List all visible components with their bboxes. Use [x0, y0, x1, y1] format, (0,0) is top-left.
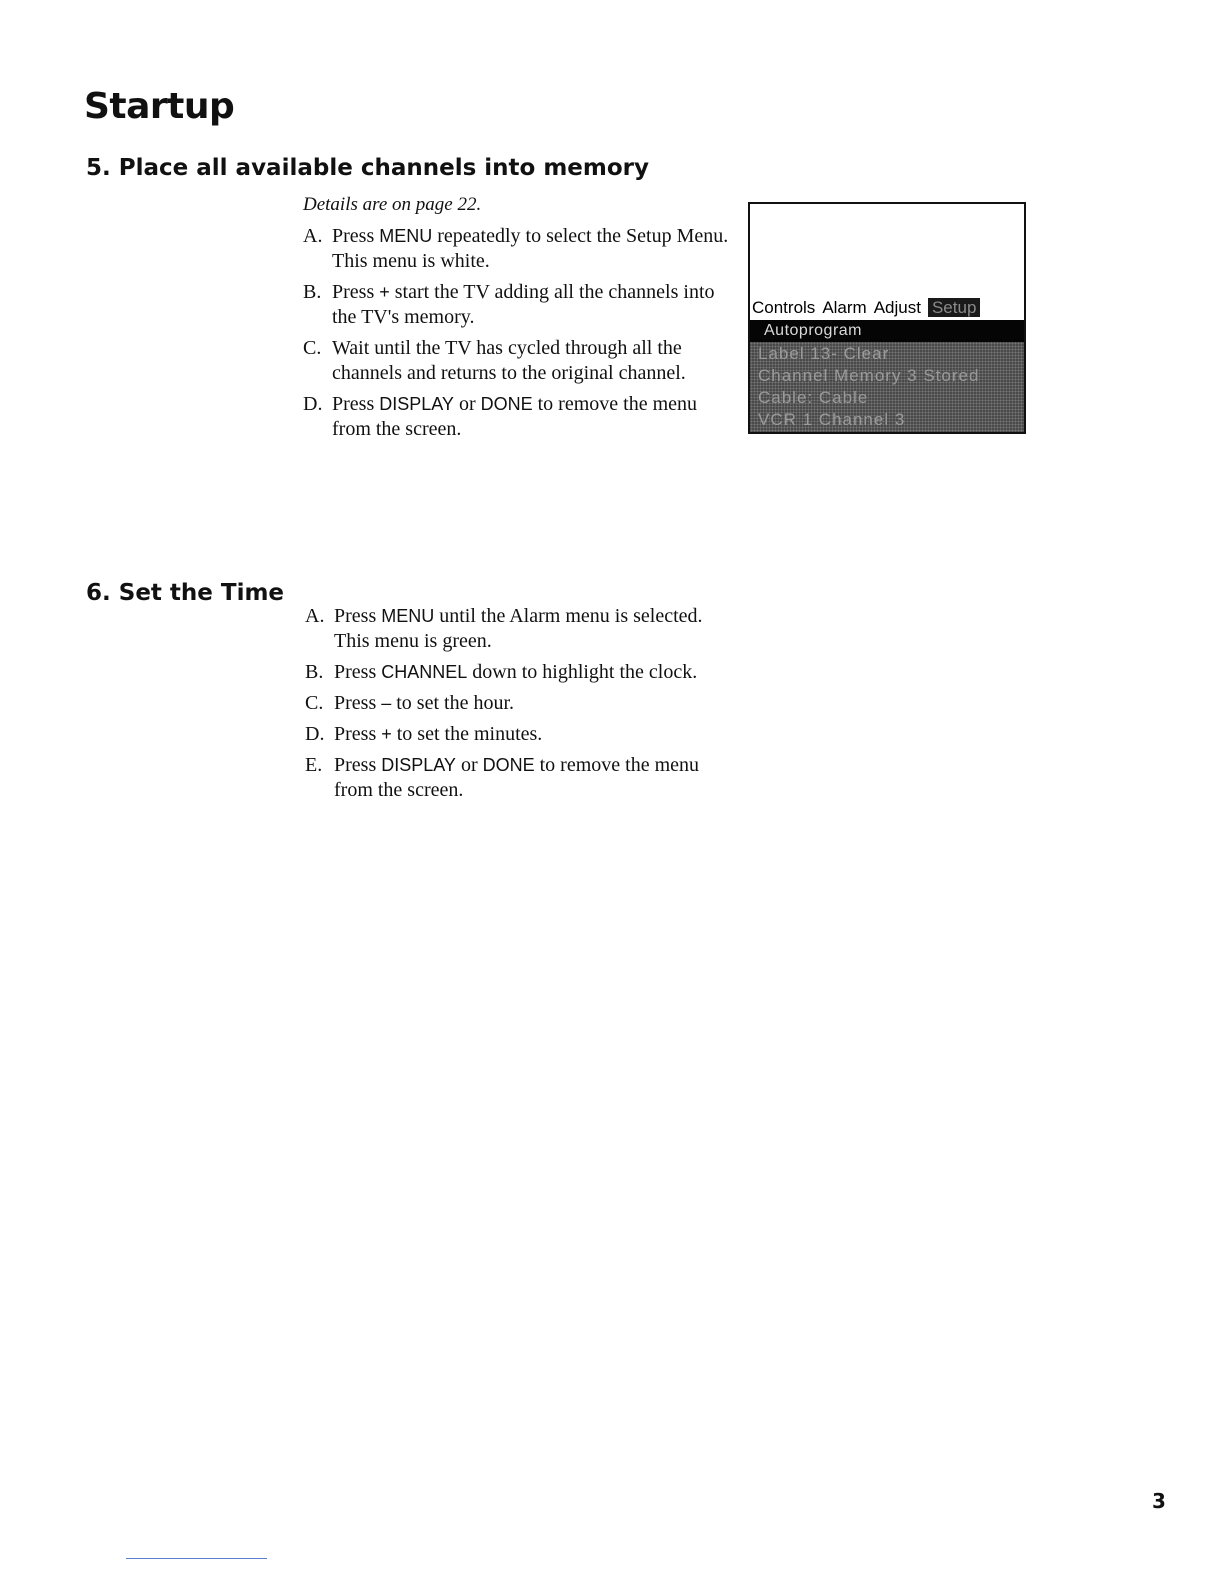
tv-item-cable: Cable: Cable [758, 388, 869, 407]
tv-tab-alarm: Alarm [822, 298, 867, 317]
key-menu: MENU [381, 606, 435, 626]
tv-item-label: Label 13- Clear [758, 344, 890, 363]
channel-memory-steps [303, 224, 733, 448]
tv-tab-adjust: Adjust [873, 298, 921, 317]
tv-menu-bar [752, 298, 980, 318]
key-done: DONE [480, 394, 533, 414]
set-time-steps [305, 604, 725, 809]
step-c: C. Press – to set the hour. [305, 692, 515, 714]
key-display: DISPLAY [381, 755, 456, 775]
key-channel: CHANNEL [381, 662, 468, 682]
tv-menu-items [750, 342, 1024, 432]
step-d: D. Press DISPLAY or DONE to remove the menu from the screen. [303, 393, 698, 440]
key-menu: MENU [379, 226, 433, 246]
page-number: 3 [1152, 1489, 1166, 1513]
tv-item-channel-memory: Channel Memory 3 Stored [758, 366, 980, 385]
step-a: A. Press MENU repeatedly to select the Setup Menu. This menu is white. [303, 225, 729, 272]
key-minus: – [381, 693, 392, 713]
tv-setup-menu-illustration [748, 202, 1026, 434]
page-title: Startup [84, 86, 235, 127]
tv-item-vcr-channel: VCR 1 Channel 3 [758, 410, 906, 429]
step-d: D. Press + to set the minutes. [305, 723, 543, 745]
section-heading-channels: 5. Place all available channels into memory [86, 155, 650, 181]
key-display: DISPLAY [379, 394, 454, 414]
step-a: A. Press MENU until the Alarm menu is selected. This menu is green. [305, 605, 703, 652]
tv-item-autoprogram: Autoprogram [750, 320, 1024, 342]
details-reference: Details are on page 22. [303, 194, 482, 215]
section-heading-time: 6. Set the Time [86, 580, 285, 606]
tv-tab-setup: Setup [928, 298, 980, 317]
tv-tab-controls: Controls [752, 298, 816, 317]
step-e: E. Press DISPLAY or DONE to remove the menu from the screen. [305, 754, 700, 801]
step-c: C. Wait until the TV has cycled through all the channels and returns to the original channel. [303, 337, 686, 384]
key-plus: + [381, 724, 392, 744]
footer-rule [126, 1558, 267, 1559]
step-b: B. Press + start the TV adding all the channels into the TV's memory. [303, 281, 715, 328]
step-b: B. Press CHANNEL down to highlight the clock. [305, 661, 698, 683]
key-done: DONE [482, 755, 535, 775]
key-plus: + [379, 282, 390, 302]
